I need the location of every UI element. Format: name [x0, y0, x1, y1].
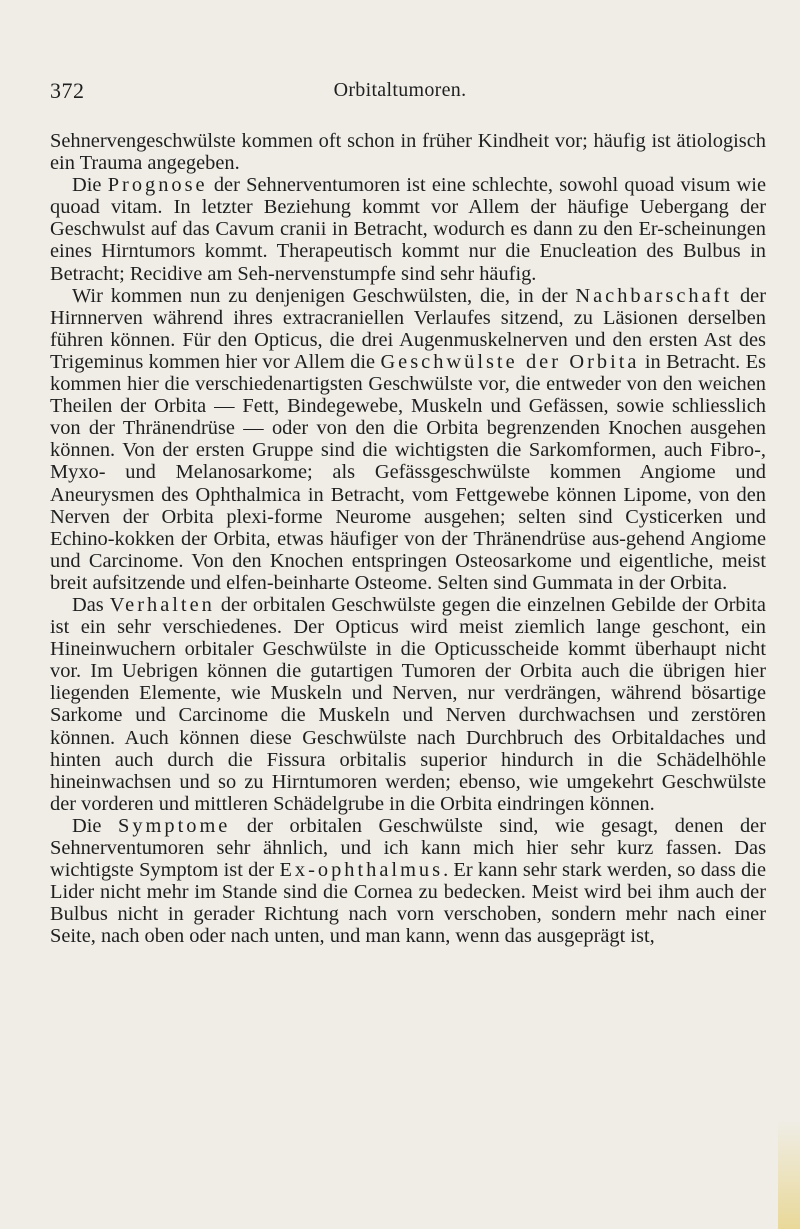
text-segment: Wir kommen nun zu denjenigen Geschwülsten, die, in der — [72, 284, 576, 307]
text-segment: in Betracht. Es kommen hier die verschiedenartigsten Geschwülste vor, die entweder von den weichen Theilen der Orbita — Fett, Bindegewebe, Muskeln und Gefässen, sowie schliesslich von der Thränendrüse — oder von den die Orbita begrenzenden Knochen ausgehen können. Von der ersten Gruppe sind die wichtigsten die Sarkomformen, auch Fibro-, Myxo- und Melanosarkome; als Gefässgeschwülste kommen Angiome und Aneurysmen des Ophthalmica in Betracht, vom Fettgewebe können Lipome, von den Nerven der Orbita plexi-forme Neurome ausgehen; selten sind Cysticerken und Echino-kokken der Orbita, etwas häufiger von der Thränendrüse aus-gehend Angiome und Carcinome. Von den Knochen entspringen Osteosarkome und eigentliche, meist breit aufsitzende und elfen-beinharte Osteome. Selten sind Gummata in der Orbita. — [50, 350, 766, 594]
paragraph-1 — [50, 130, 766, 174]
page-header — [50, 78, 750, 106]
body-text — [50, 130, 766, 947]
text-segment: der Sehnerventumoren ist eine schlechte, sowohl quoad visum wie quoad vitam. In letzter Beziehung kommt vor Allem der häufige Uebergang der Geschwulst auf das Cavum cranii in Betracht, wodurch es dann zu den Er-scheinungen eines Hirntumors kommt. Therapeutisch kommt nur die Enucleation des Bulbus in Betracht; Recidive am Seh-nervenstumpfe sind sehr häufig. — [50, 174, 766, 285]
emphasis-exophthalmus: Ex-ophthalmus — [279, 859, 444, 882]
emphasis-verhalten: Verhalten — [109, 593, 215, 616]
text-segment: der orbitalen Geschwülste sind, wie gesagt, denen der Sehnerventumoren sehr ähnlich, und ich kann mich hier sehr kurz fassen. Das wichtigste Symptom ist der — [50, 814, 766, 882]
text-segment: der Hirnnerven während ihres extracraniellen Verlaufes sitzend, zu Läsionen derselben führen können. Für den Opticus, die drei Augenmuskelnerven und den ersten Ast des Trigeminus kommen hier vor Allem die — [50, 284, 766, 373]
running-title: Orbitaltumoren. — [333, 79, 467, 101]
text-segment: Die — [72, 174, 108, 197]
page-number: 372 — [50, 78, 85, 103]
emphasis-prognose: Prognose — [107, 174, 208, 197]
text-segment: der orbitalen Geschwülste gegen die einzelnen Gebilde der Orbita ist ein sehr verschiedenes. Der Opticus wird meist ziemlich lange geschont, ein Hineinwuchern orbitaler Geschwülste in die Opticusscheide kommt überhaupt nicht vor. Im Uebrigen können die gutartigen Tumoren der Orbita auch die übrigen hier liegenden Elemente, wie Muskeln und Nerven, nur verdrängen, während bösartige Sarkome und Carcinome die Muskeln und Nerven durchwachsen und zerstören können. Auch können diese Geschwülste nach Durchbruch des Orbitaldaches und hinten auch durch die Fissura orbitalis superior hindurch in die Schädelhöhle hineinwachsen und so zu Hirntumoren werden; ebenso, wie umgekehrt Geschwülste der vorderen und mittleren Schädelgrube in die Orbita eindringen können. — [50, 593, 766, 815]
text-segment: . Er kann sehr stark werden, so dass die Lider nicht mehr im Stande sind die Cornea zu bedecken. Meist wird bei ihm auch der Bulbus nicht in gerader Richtung nach vorn verschoben, sondern mehr nach einer Seite, nach oben oder nach unten, und man kann, wenn das ausgeprägt ist, — [50, 859, 766, 948]
emphasis-symptome: Symptome — [118, 814, 231, 837]
paragraph-nachbarschaft — [50, 285, 766, 594]
page-edge-stain — [778, 1120, 800, 1229]
text-segment: Das — [72, 593, 110, 616]
text-segment: Sehnervengeschwülste kommen oft schon in früher Kindheit vor; häufig ist ätiologisch ein Trauma angegeben. — [50, 130, 766, 175]
emphasis-geschwuelste-der-orbita: Geschwülste der Orbita — [380, 350, 640, 373]
paragraph-symptome — [50, 815, 766, 948]
paragraph-verhalten — [50, 594, 766, 815]
emphasis-nachbarschaft: Nachbarschaft — [575, 284, 733, 307]
text-segment: Die — [72, 814, 118, 837]
paragraph-prognose — [50, 174, 766, 284]
